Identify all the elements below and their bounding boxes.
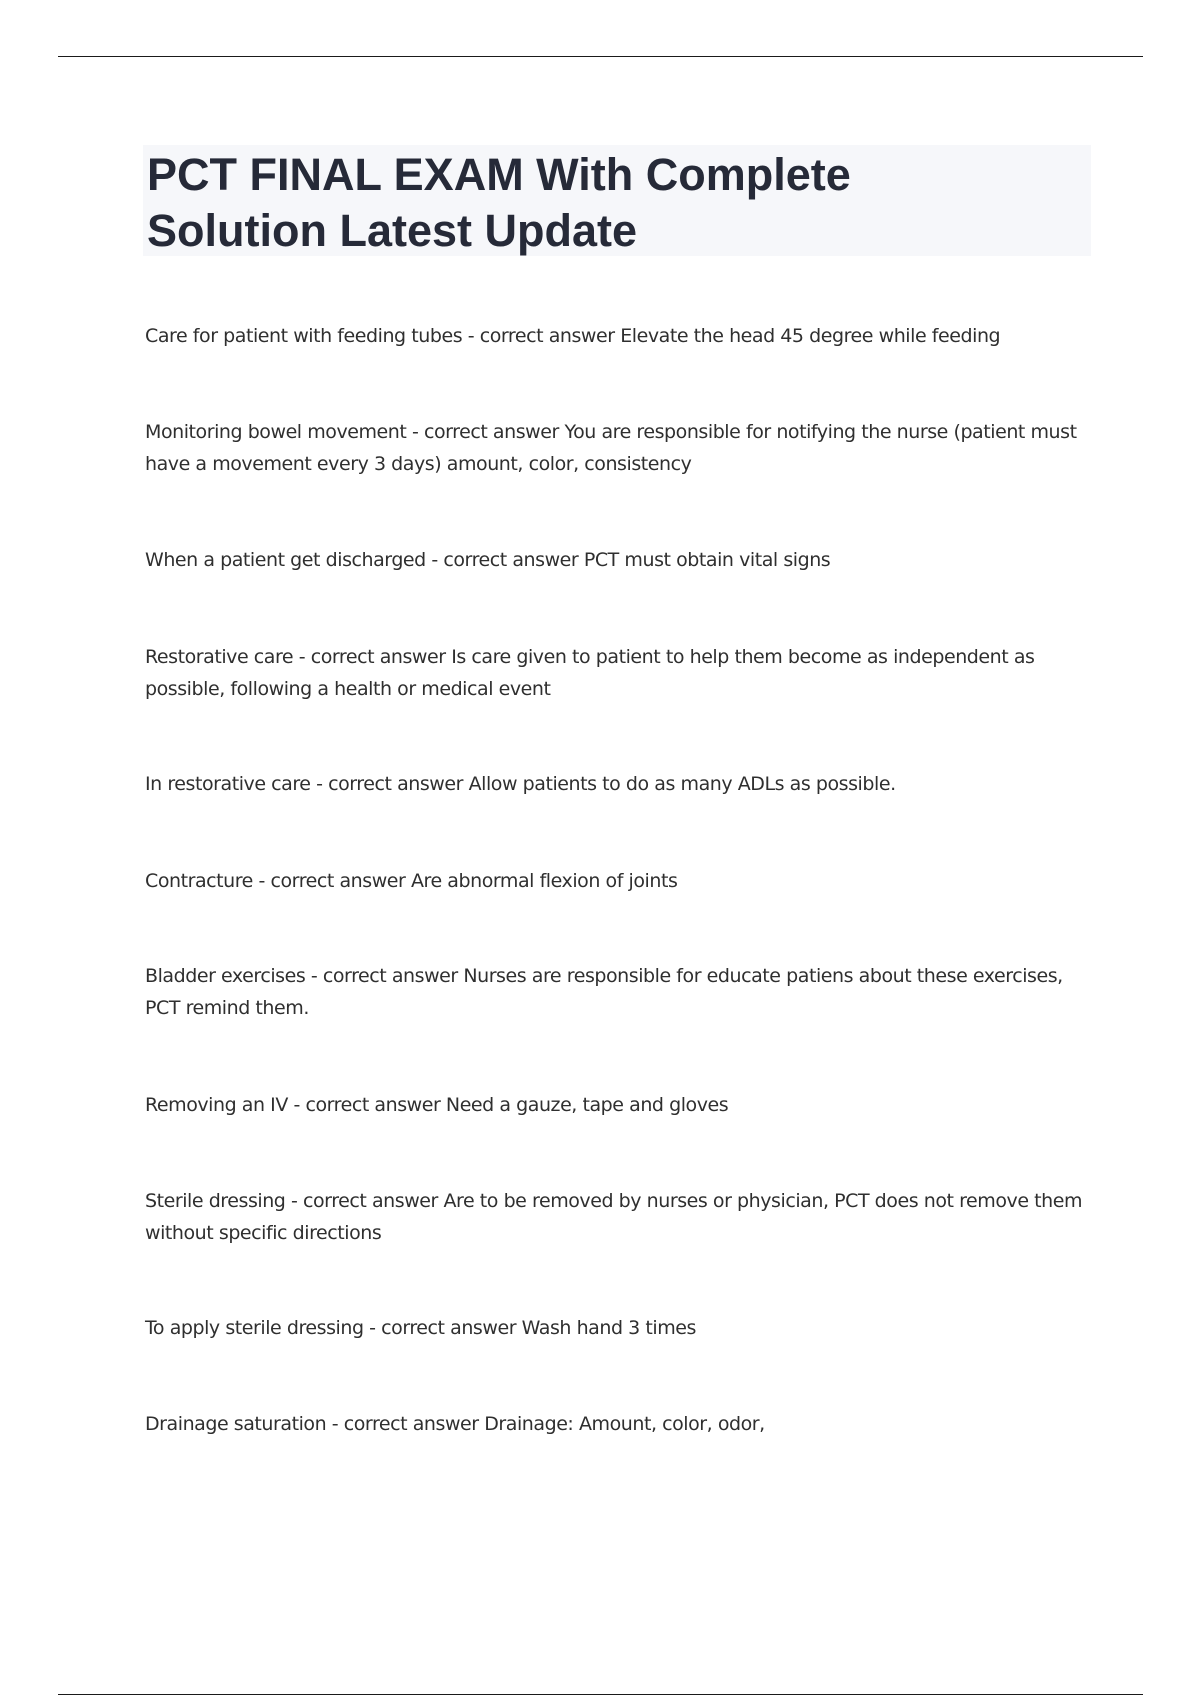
document-title bbox=[147, 147, 1087, 259]
top-rule bbox=[58, 56, 1143, 57]
qa-item: When a patient get discharged - correct answer PCT must obtain vital signs bbox=[145, 549, 831, 571]
qa-item: To apply sterile dressing - correct answer Wash hand 3 times bbox=[145, 1317, 696, 1339]
title-line-2: Solution Latest Update bbox=[147, 205, 638, 256]
qa-item: Contracture - correct answer Are abnormal flexion of joints bbox=[145, 870, 678, 892]
qa-item: In restorative care - correct answer Allow patients to do as many ADLs as possible. bbox=[145, 773, 896, 795]
qa-item: Bladder exercises - correct answer Nurses are responsible for educate patiens about these exercises, PCT remind them. bbox=[145, 965, 1063, 1019]
qa-item: Sterile dressing - correct answer Are to be removed by nurses or physician, PCT does not remove them without specific directions bbox=[145, 1190, 1083, 1244]
qa-item: Monitoring bowel movement - correct answer You are responsible for notifying the nurse (patient must have a movement every 3 days) amount, color, consistency bbox=[145, 421, 1077, 475]
qa-item: Care for patient with feeding tubes - correct answer Elevate the head 45 degree while feeding bbox=[145, 325, 1001, 347]
title-line-1: PCT FINAL EXAM With Complete bbox=[147, 149, 851, 200]
qa-item: Drainage saturation - correct answer Drainage: Amount, color, odor, bbox=[145, 1413, 765, 1435]
title-banner bbox=[143, 145, 1091, 256]
qa-item: Removing an IV - correct answer Need a gauze, tape and gloves bbox=[145, 1094, 729, 1116]
qa-item: Restorative care - correct answer Is care given to patient to help them become as independent as possible, following a health or medical event bbox=[145, 646, 1035, 700]
bottom-rule bbox=[58, 1694, 1143, 1695]
